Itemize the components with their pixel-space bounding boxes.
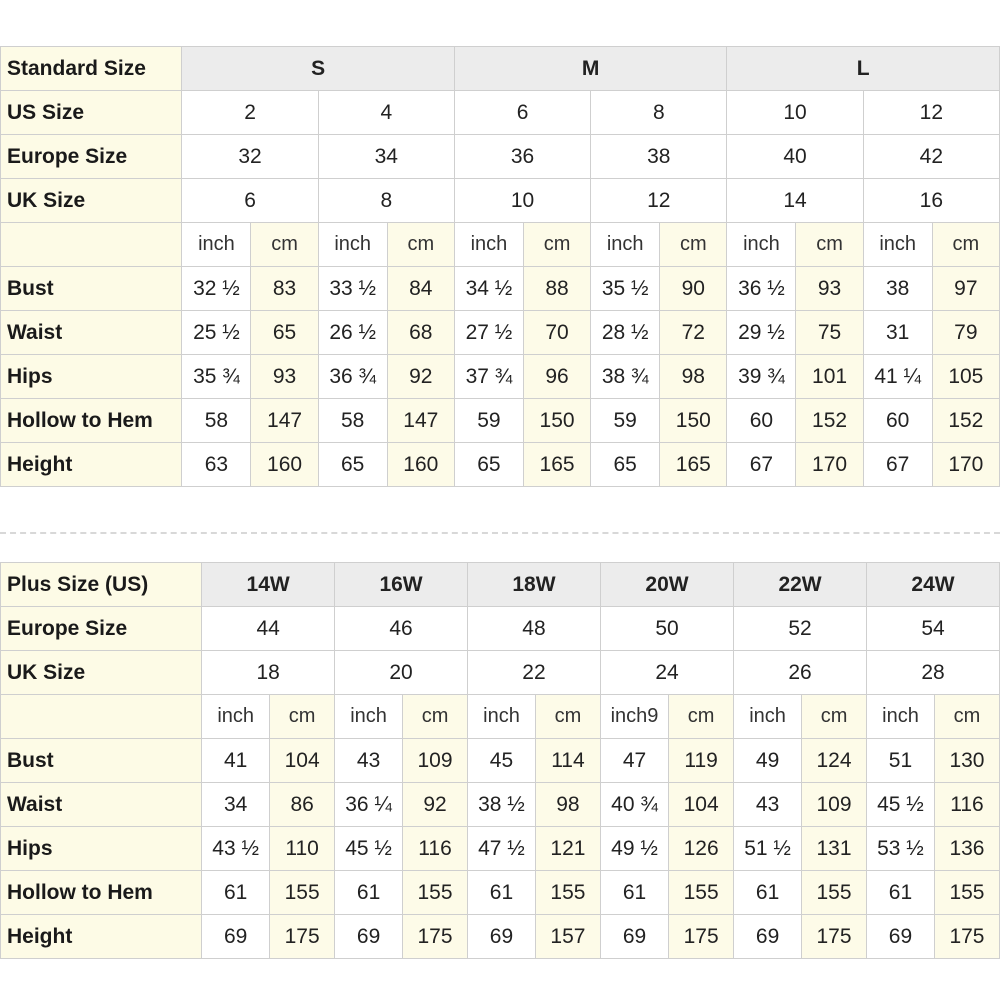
measure-cell: 160 xyxy=(251,443,318,487)
plus-size-table xyxy=(0,562,1000,959)
measure-cell: 175 xyxy=(669,915,734,959)
row-label: Plus Size (US) xyxy=(1,563,202,607)
measure-cell: 65 xyxy=(251,311,318,355)
size-header: M xyxy=(454,47,727,91)
measure-cell: 152 xyxy=(796,399,863,443)
row-label: Waist xyxy=(1,783,202,827)
measure-cell: 121 xyxy=(535,827,600,871)
unit-cell: inch xyxy=(734,695,802,739)
measure-cell: 150 xyxy=(523,399,590,443)
measure-cell: 147 xyxy=(251,399,318,443)
measure-cell: 49 xyxy=(734,739,802,783)
uk-size-cell: 12 xyxy=(591,179,727,223)
measure-cell: 32 ½ xyxy=(182,267,251,311)
size-header: 22W xyxy=(734,563,867,607)
unit-cell: cm xyxy=(403,695,468,739)
us-size-cell: 6 xyxy=(454,91,590,135)
row-label-empty xyxy=(1,223,182,267)
measure-cell: 79 xyxy=(932,311,999,355)
europe-size-cell: 34 xyxy=(318,135,454,179)
measure-cell: 33 ½ xyxy=(318,267,387,311)
measure-cell: 160 xyxy=(387,443,454,487)
europe-size-cell: 48 xyxy=(468,607,601,651)
measure-cell: 45 ½ xyxy=(867,783,935,827)
row-label-empty xyxy=(1,695,202,739)
measure-cell: 136 xyxy=(934,827,999,871)
us-size-cell: 2 xyxy=(182,91,318,135)
measure-cell: 60 xyxy=(727,399,796,443)
measure-cell: 67 xyxy=(863,443,932,487)
measure-cell: 34 xyxy=(202,783,270,827)
measure-cell: 43 xyxy=(335,739,403,783)
uk-size-cell: 24 xyxy=(600,651,733,695)
measure-cell: 39 ¾ xyxy=(727,355,796,399)
measure-cell: 88 xyxy=(523,267,590,311)
waist-row xyxy=(1,311,1000,355)
row-label: Hollow to Hem xyxy=(1,871,202,915)
measure-cell: 155 xyxy=(403,871,468,915)
measure-cell: 104 xyxy=(669,783,734,827)
row-label: Waist xyxy=(1,311,182,355)
us-size-cell: 4 xyxy=(318,91,454,135)
europe-size-cell: 36 xyxy=(454,135,590,179)
measure-cell: 175 xyxy=(802,915,867,959)
europe-size-cell: 52 xyxy=(734,607,867,651)
measure-cell: 126 xyxy=(669,827,734,871)
europe-size-cell: 54 xyxy=(867,607,1000,651)
measure-cell: 36 ½ xyxy=(727,267,796,311)
measure-cell: 116 xyxy=(403,827,468,871)
measure-cell: 155 xyxy=(669,871,734,915)
uk-size-row xyxy=(1,179,1000,223)
measure-cell: 40 ¾ xyxy=(600,783,668,827)
measure-cell: 92 xyxy=(387,355,454,399)
europe-size-cell: 44 xyxy=(202,607,335,651)
measure-cell: 58 xyxy=(318,399,387,443)
measure-cell: 150 xyxy=(660,399,727,443)
measure-cell: 69 xyxy=(335,915,403,959)
waist-row xyxy=(1,783,1000,827)
unit-cell: cm xyxy=(270,695,335,739)
europe-size-row xyxy=(1,135,1000,179)
row-label: Hips xyxy=(1,827,202,871)
measure-cell: 69 xyxy=(468,915,536,959)
uk-size-row xyxy=(1,651,1000,695)
plus-size-row xyxy=(1,563,1000,607)
section-divider xyxy=(0,532,1000,534)
measure-cell: 72 xyxy=(660,311,727,355)
row-label: Hips xyxy=(1,355,182,399)
size-header: L xyxy=(727,47,1000,91)
measure-cell: 65 xyxy=(591,443,660,487)
measure-cell: 43 xyxy=(734,783,802,827)
unit-cell: cm xyxy=(932,223,999,267)
measure-cell: 93 xyxy=(251,355,318,399)
europe-size-cell: 46 xyxy=(335,607,468,651)
europe-size-cell: 42 xyxy=(863,135,999,179)
unit-cell: inch xyxy=(727,223,796,267)
unit-cell: inch xyxy=(863,223,932,267)
size-header: 20W xyxy=(600,563,733,607)
hips-row xyxy=(1,827,1000,871)
measure-cell: 170 xyxy=(932,443,999,487)
europe-size-cell: 40 xyxy=(727,135,863,179)
size-header: S xyxy=(182,47,455,91)
measure-cell: 26 ½ xyxy=(318,311,387,355)
row-label: Bust xyxy=(1,267,182,311)
measure-cell: 28 ½ xyxy=(591,311,660,355)
height-row xyxy=(1,443,1000,487)
measure-cell: 86 xyxy=(270,783,335,827)
measure-cell: 36 ¼ xyxy=(335,783,403,827)
measure-cell: 51 xyxy=(867,739,935,783)
measure-cell: 27 ½ xyxy=(454,311,523,355)
us-size-cell: 10 xyxy=(727,91,863,135)
measure-cell: 63 xyxy=(182,443,251,487)
size-header: 18W xyxy=(468,563,601,607)
measure-cell: 41 xyxy=(202,739,270,783)
europe-size-row xyxy=(1,607,1000,651)
measure-cell: 84 xyxy=(387,267,454,311)
measure-cell: 175 xyxy=(934,915,999,959)
measure-cell: 31 xyxy=(863,311,932,355)
measure-cell: 61 xyxy=(867,871,935,915)
measure-cell: 83 xyxy=(251,267,318,311)
measure-cell: 60 xyxy=(863,399,932,443)
measure-cell: 119 xyxy=(669,739,734,783)
measure-cell: 165 xyxy=(660,443,727,487)
uk-size-cell: 10 xyxy=(454,179,590,223)
measure-cell: 53 ½ xyxy=(867,827,935,871)
plus-size-chart xyxy=(0,562,1000,966)
measure-cell: 43 ½ xyxy=(202,827,270,871)
measure-cell: 41 ¼ xyxy=(863,355,932,399)
measure-cell: 96 xyxy=(523,355,590,399)
measure-cell: 35 ¾ xyxy=(182,355,251,399)
unit-cell: inch xyxy=(202,695,270,739)
measure-cell: 38 ½ xyxy=(468,783,536,827)
measure-cell: 98 xyxy=(660,355,727,399)
measure-cell: 93 xyxy=(796,267,863,311)
measure-cell: 97 xyxy=(932,267,999,311)
unit-cell: inch xyxy=(591,223,660,267)
us-size-row xyxy=(1,91,1000,135)
measure-cell: 61 xyxy=(734,871,802,915)
measure-cell: 59 xyxy=(454,399,523,443)
unit-cell: cm xyxy=(251,223,318,267)
measure-cell: 75 xyxy=(796,311,863,355)
unit-cell: cm xyxy=(796,223,863,267)
measure-cell: 59 xyxy=(591,399,660,443)
size-header: 24W xyxy=(867,563,1000,607)
measure-cell: 45 xyxy=(468,739,536,783)
unit-row xyxy=(1,223,1000,267)
measure-cell: 47 ½ xyxy=(468,827,536,871)
row-label: Height xyxy=(1,915,202,959)
measure-cell: 25 ½ xyxy=(182,311,251,355)
row-label: Height xyxy=(1,443,182,487)
measure-cell: 131 xyxy=(802,827,867,871)
unit-cell: cm xyxy=(669,695,734,739)
uk-size-cell: 6 xyxy=(182,179,318,223)
unit-cell: inch xyxy=(454,223,523,267)
measure-cell: 104 xyxy=(270,739,335,783)
unit-cell: inch xyxy=(335,695,403,739)
measure-cell: 124 xyxy=(802,739,867,783)
measure-cell: 51 ½ xyxy=(734,827,802,871)
measure-cell: 29 ½ xyxy=(727,311,796,355)
uk-size-cell: 28 xyxy=(867,651,1000,695)
europe-size-cell: 50 xyxy=(600,607,733,651)
unit-cell: cm xyxy=(523,223,590,267)
row-label: UK Size xyxy=(1,651,202,695)
measure-cell: 147 xyxy=(387,399,454,443)
hollow-to-hem-row xyxy=(1,871,1000,915)
row-label: UK Size xyxy=(1,179,182,223)
uk-size-cell: 14 xyxy=(727,179,863,223)
measure-cell: 175 xyxy=(270,915,335,959)
measure-cell: 67 xyxy=(727,443,796,487)
uk-size-cell: 16 xyxy=(863,179,999,223)
measure-cell: 170 xyxy=(796,443,863,487)
measure-cell: 114 xyxy=(535,739,600,783)
measure-cell: 165 xyxy=(523,443,590,487)
standard-size-row xyxy=(1,47,1000,91)
measure-cell: 110 xyxy=(270,827,335,871)
measure-cell: 69 xyxy=(867,915,935,959)
measure-cell: 105 xyxy=(932,355,999,399)
bust-row xyxy=(1,739,1000,783)
us-size-cell: 8 xyxy=(591,91,727,135)
measure-cell: 61 xyxy=(202,871,270,915)
measure-cell: 38 xyxy=(863,267,932,311)
measure-cell: 34 ½ xyxy=(454,267,523,311)
row-label: US Size xyxy=(1,91,182,135)
uk-size-cell: 26 xyxy=(734,651,867,695)
measure-cell: 109 xyxy=(802,783,867,827)
uk-size-cell: 22 xyxy=(468,651,601,695)
size-header: 16W xyxy=(335,563,468,607)
measure-cell: 69 xyxy=(202,915,270,959)
measure-cell: 49 ½ xyxy=(600,827,668,871)
measure-cell: 47 xyxy=(600,739,668,783)
hips-row xyxy=(1,355,1000,399)
us-size-cell: 12 xyxy=(863,91,999,135)
measure-cell: 90 xyxy=(660,267,727,311)
measure-cell: 69 xyxy=(734,915,802,959)
measure-cell: 155 xyxy=(535,871,600,915)
unit-cell: cm xyxy=(535,695,600,739)
measure-cell: 109 xyxy=(403,739,468,783)
measure-cell: 175 xyxy=(403,915,468,959)
measure-cell: 65 xyxy=(454,443,523,487)
measure-cell: 61 xyxy=(335,871,403,915)
measure-cell: 155 xyxy=(802,871,867,915)
europe-size-cell: 38 xyxy=(591,135,727,179)
measure-cell: 35 ½ xyxy=(591,267,660,311)
measure-cell: 45 ½ xyxy=(335,827,403,871)
unit-cell: inch9 xyxy=(600,695,668,739)
unit-cell: cm xyxy=(660,223,727,267)
measure-cell: 69 xyxy=(600,915,668,959)
measure-cell: 116 xyxy=(934,783,999,827)
measure-cell: 155 xyxy=(934,871,999,915)
unit-cell: inch xyxy=(318,223,387,267)
unit-cell: inch xyxy=(468,695,536,739)
measure-cell: 101 xyxy=(796,355,863,399)
bust-row xyxy=(1,267,1000,311)
hollow-to-hem-row xyxy=(1,399,1000,443)
measure-cell: 92 xyxy=(403,783,468,827)
measure-cell: 36 ¾ xyxy=(318,355,387,399)
measure-cell: 38 ¾ xyxy=(591,355,660,399)
height-row xyxy=(1,915,1000,959)
standard-size-table xyxy=(0,46,1000,487)
unit-cell: cm xyxy=(934,695,999,739)
measure-cell: 155 xyxy=(270,871,335,915)
unit-cell: inch xyxy=(182,223,251,267)
europe-size-cell: 32 xyxy=(182,135,318,179)
measure-cell: 37 ¾ xyxy=(454,355,523,399)
unit-row xyxy=(1,695,1000,739)
row-label: Europe Size xyxy=(1,135,182,179)
uk-size-cell: 18 xyxy=(202,651,335,695)
measure-cell: 65 xyxy=(318,443,387,487)
standard-size-chart xyxy=(0,46,1000,494)
measure-cell: 130 xyxy=(934,739,999,783)
measure-cell: 58 xyxy=(182,399,251,443)
row-label: Europe Size xyxy=(1,607,202,651)
row-label: Hollow to Hem xyxy=(1,399,182,443)
unit-cell: cm xyxy=(387,223,454,267)
unit-cell: inch xyxy=(867,695,935,739)
row-label: Bust xyxy=(1,739,202,783)
size-header: 14W xyxy=(202,563,335,607)
measure-cell: 68 xyxy=(387,311,454,355)
row-label: Standard Size xyxy=(1,47,182,91)
measure-cell: 61 xyxy=(600,871,668,915)
uk-size-cell: 8 xyxy=(318,179,454,223)
unit-cell: cm xyxy=(802,695,867,739)
measure-cell: 152 xyxy=(932,399,999,443)
measure-cell: 98 xyxy=(535,783,600,827)
measure-cell: 157 xyxy=(535,915,600,959)
uk-size-cell: 20 xyxy=(335,651,468,695)
measure-cell: 70 xyxy=(523,311,590,355)
measure-cell: 61 xyxy=(468,871,536,915)
